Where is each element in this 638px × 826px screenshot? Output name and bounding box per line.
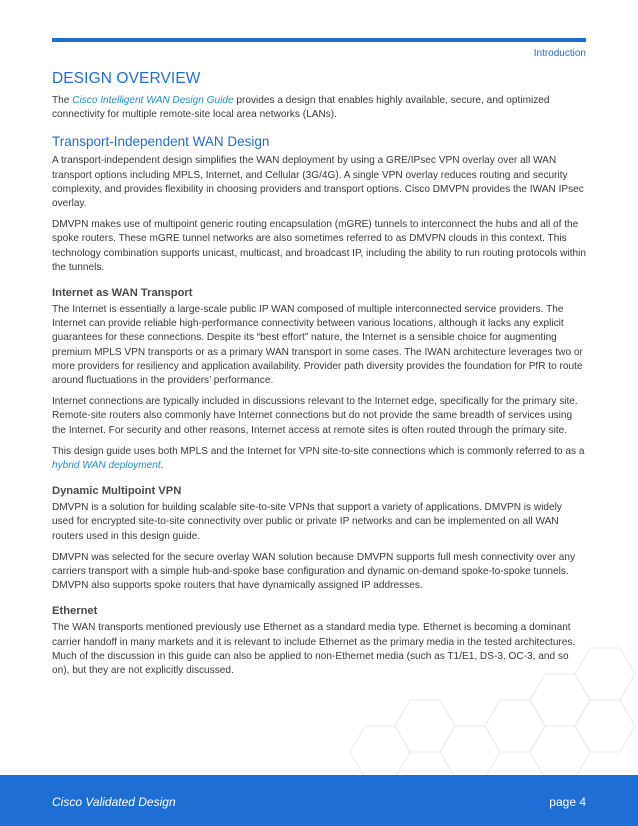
section-heading-transport-independent: Transport-Independent WAN Design [52, 134, 270, 150]
paragraph: Internet connections are typically included in discussions relevant to the Internet edge, specifically for the primary site. Remote-site routers also commonly have Internet connections but do not provide the same breadth of services using the Internet. For security and other reasons, Internet access at remote sites is often routed through the primary site. [52, 396, 578, 436]
footer-document-title: Cisco Validated Design [52, 795, 176, 809]
subheading-ethernet: Ethernet [52, 605, 98, 618]
running-header-section: Introduction [533, 48, 586, 59]
design-guide-link[interactable]: Cisco Intelligent WAN Design Guide [72, 95, 234, 106]
page-footer [0, 775, 638, 826]
subheading-internet-transport: Internet as WAN Transport [52, 287, 193, 300]
paragraph-text: This design guide uses both MPLS and the Internet for VPN site-to-site connections which is commonly referred to as a [52, 445, 585, 457]
intro-text-end: provides a design that enables highly available, secure, and optimized connectivity for multiple remote-site local area networks (LANs). [52, 95, 550, 121]
paragraph-text-end: . [160, 460, 164, 472]
paragraph: A transport-independent design simplifies the WAN deployment by using a GRE/IPsec VPN overlay over all WAN transport options including MPLS, Internet, and Cellular (3G/4G). A single VPN overlay reduces routing and security complexity, and provides flexibility in choosing providers and transport options. Cisco DMVPN provides the IWAN IPsec overlay. [52, 155, 584, 210]
paragraph: DMVPN makes use of multipoint generic routing encapsulation (mGRE) tunnels to interconnect the hubs and all of the spoke routers. These mGRE tunnel networks are also sometimes referred to as DMVPN clouds in this context. This technology combination supports unicast, multicast, and broadcast IP, including the ability to run routing protocols within the tunnels. [52, 219, 586, 273]
paragraph: DMVPN was selected for the secure overlay WAN solution because DMVPN supports full mesh connectivity over any carriers transport with a simple hub-and-spoke base configuration and dynamic on-demand spoke-to-spoke tunnels. DMVPN also supports spoke routers that have dynamically assigned IP addresses. [52, 551, 576, 592]
header-rule [52, 38, 586, 42]
paragraph: The WAN transports mentioned previously use Ethernet as a standard media type. Ethernet is becoming a dominant carrier handoff in many markets and it is relevant to include Ethernet as the primary media in the tested architectures. Much of the discussion in this guide can also be applied to non-Ethernet media (such as T1/E1, DS-3, OC-3, and so on), but they are not explicitly discussed. [52, 622, 576, 677]
intro-text-start: The [52, 95, 73, 106]
subheading-dmvpn: Dynamic Multipoint VPN [52, 485, 182, 498]
page-content [52, 70, 586, 685]
page-title: DESIGN OVERVIEW [52, 70, 201, 87]
paragraph: The Internet is essentially a large-scale public IP WAN composed of multiple interconnected service providers. The Internet can provide reliable high-performance connectivity between various locations, although it lacks any explicit guarantees for these connections. Despite its “best effort” nature, the Internet is a sensible choice for augmenting premium MPLS VPN transports or as a primary WAN transport in some cases. The IWAN architecture leverages two or more providers for resiliency and application availability. Provider path diversity provides the foundation for PfR to route around fluctuations in the providers’ performance. [52, 304, 583, 387]
hybrid-wan-link[interactable]: hybrid WAN deployment [52, 460, 161, 472]
paragraph [52, 445, 586, 473]
page-number: page 4 [549, 795, 586, 809]
paragraph: DMVPN is a solution for building scalable site-to-site VPNs that support a variety of applications. DMVPN is widely used for encrypted site-to-site connectivity over public or private IP networks and can be implemented on all WAN routers used in this design guide. [52, 502, 562, 542]
intro-paragraph [52, 94, 586, 122]
